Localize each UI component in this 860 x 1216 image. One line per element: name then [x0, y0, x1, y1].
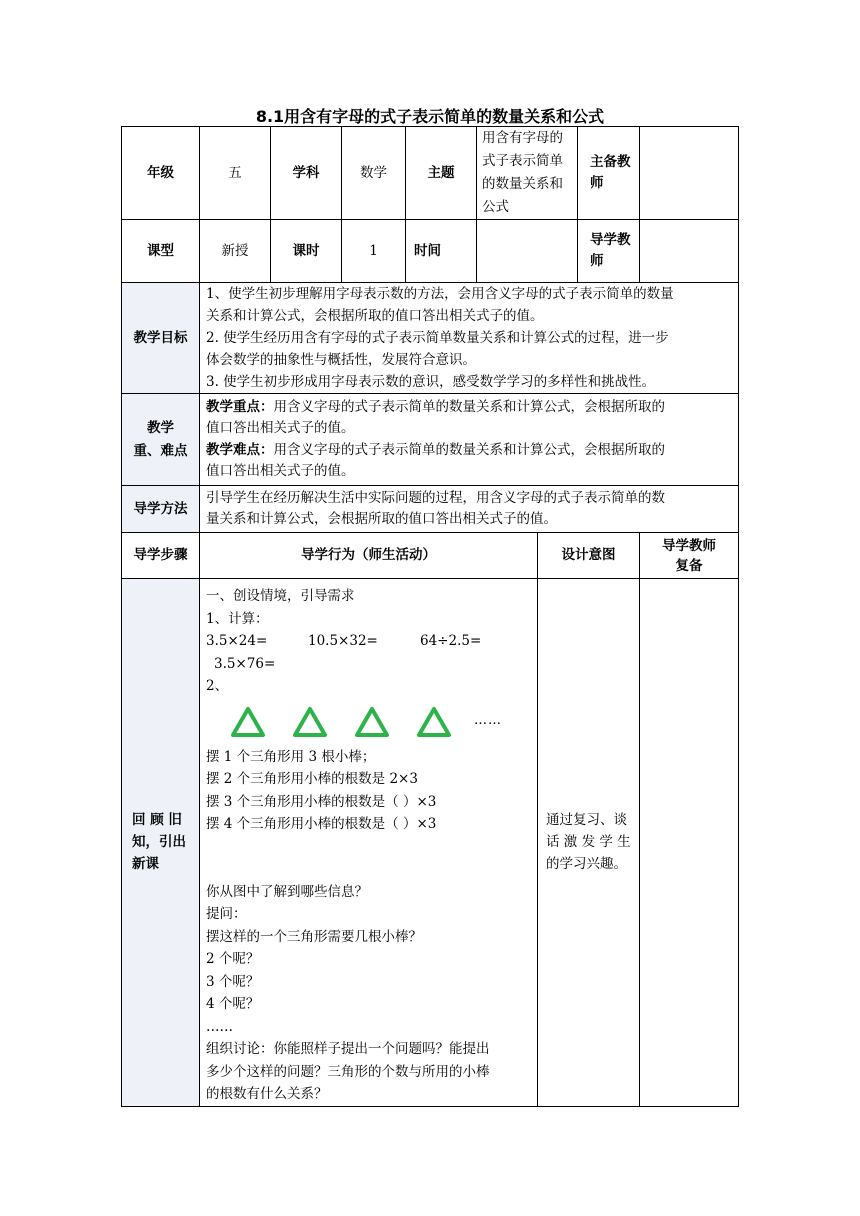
behavior-header: 导学行为（师生活动）	[200, 533, 538, 579]
topic-value: 用含有字母的式子表示简单的数量关系和公式	[477, 127, 578, 220]
keypoints-label-line: 重、难点	[133, 442, 188, 459]
goals-label: 教学目标	[122, 283, 200, 394]
goal-line: 体会数学的抽象性与概括性，发展符合意识。	[206, 352, 476, 368]
triangle-icon	[354, 706, 390, 738]
review-header-line: 导学教师	[662, 537, 716, 554]
period-label: 课时	[271, 220, 342, 283]
rule-line: 摆 2 个三角形用小棒的根数是 2×3	[206, 771, 418, 787]
calc-row	[206, 630, 531, 653]
step1-heading: 一、创设情境，引导需求	[206, 588, 355, 604]
calc-item: 3.5×24=	[206, 633, 268, 649]
intent-header: 设计意图	[538, 533, 640, 579]
step1-name-line: 知，引出	[132, 834, 186, 851]
intent-line: 通过复习、谈	[546, 812, 627, 829]
keypoints-content	[200, 394, 739, 486]
goal-line: 3. 使学生初步形成用字母表示数的意识，感受数学学习的多样性和挑战性。	[206, 374, 656, 390]
guide-teacher-label: 导学教师	[578, 220, 640, 283]
review-header-line: 复备	[675, 557, 703, 574]
question-line: ……	[206, 1018, 233, 1035]
discussion-line: 组织讨论：你能照样子提出一个问题吗？能提出	[206, 1041, 490, 1057]
time-value	[477, 220, 578, 283]
key-point-text: 值口答出相关式子的值。	[206, 420, 355, 436]
goal-line: 2. 使学生经历用含有字母的式子表示简单数量关系和计算公式的过程，进一步	[206, 330, 669, 346]
question-line: 3 个呢？	[206, 973, 260, 990]
key-point-label: 教学重点：	[206, 398, 274, 415]
step1-name-line: 新课	[132, 856, 159, 873]
calc-item: 3.5×76=	[214, 655, 276, 672]
goal-line: 1、使学生初步理解用字母表示数的方法，会用含义字母的式子表示简单的数量	[206, 286, 674, 302]
lesson-plan-table	[121, 126, 739, 1107]
calc-item: 10.5×32=	[308, 633, 378, 649]
keypoints-label	[122, 394, 200, 486]
step1-name-line: 回 顾 旧	[132, 812, 182, 829]
triangle-icon	[292, 706, 328, 738]
goal-line: 关系和计算公式，会根据所取的值口答出相关式子的值。	[206, 308, 544, 324]
type-value: 新授	[200, 220, 271, 283]
grade-label: 年级	[122, 127, 200, 220]
period-value: 1	[342, 220, 406, 283]
calc-label: 1、计算：	[206, 610, 269, 627]
topic-label: 主题	[406, 127, 477, 220]
subject-value: 数学	[342, 127, 406, 220]
method-label: 导学方法	[122, 486, 200, 533]
step1-review	[640, 579, 739, 1107]
intent-line: 的学习兴趣。	[546, 856, 627, 873]
subject-label: 学科	[271, 127, 342, 220]
difficult-point-text: 用含义字母的式子表示简单的数量关系和计算公式，会根据所取的	[273, 441, 665, 458]
review-header	[640, 533, 739, 579]
triangle-icon	[416, 706, 452, 738]
goals-content	[200, 283, 739, 394]
question-line: 摆这样的一个三角形需要几根小棒？	[206, 928, 422, 945]
step-header: 导学步骤	[122, 533, 200, 579]
calc-item: 64÷2.5=	[420, 633, 482, 649]
lead-teacher-label: 主备教师	[578, 127, 640, 220]
sub-question-label: 2、	[206, 678, 229, 694]
step1-activities	[200, 579, 538, 1107]
triangles-row	[206, 698, 531, 746]
question-line: 4 个呢？	[206, 996, 260, 1012]
question-line: 2 个呢？	[206, 951, 260, 967]
method-text: 引导学生在经历解决生活中实际问题的过程，用含义字母的式子表示简单的数	[206, 489, 665, 506]
keypoints-label-line: 教学	[147, 419, 174, 436]
lead-teacher-value	[640, 127, 739, 220]
guide-teacher-value	[640, 220, 739, 283]
rule-line: 摆 3 个三角形用小棒的根数是（ ）×3	[206, 793, 437, 810]
step1-name	[122, 579, 200, 1107]
difficult-point-label: 教学难点：	[206, 441, 274, 458]
rule-line: 摆 4 个三角形用小棒的根数是（ ）×3	[206, 816, 437, 832]
discussion-line: 的根数有什么关系？	[206, 1086, 328, 1102]
difficult-point-text: 值口答出相关式子的值。	[206, 463, 355, 479]
grade-value: 五	[200, 127, 271, 220]
type-label: 课型	[122, 220, 200, 283]
time-label: 时间	[406, 220, 477, 283]
key-point-text: 用含义字母的式子表示简单的数量关系和计算公式，会根据所取的	[273, 398, 665, 415]
method-text: 量关系和计算公式，会根据所取的值口答出相关式子的值。	[206, 511, 557, 527]
document-title: 8.1用含有字母的式子表示简单的数量关系和公式	[255, 107, 605, 126]
ellipsis: ……	[474, 713, 502, 729]
triangle-icon	[230, 706, 266, 738]
question-line: 提问：	[206, 906, 247, 922]
intent-line: 话 激 发 学 生	[546, 834, 631, 851]
step1-intent	[538, 579, 640, 1107]
rule-line: 摆 1 个三角形用 3 根小棒；	[206, 748, 376, 765]
method-content	[200, 486, 739, 533]
discussion-line: 多少个这样的问题？三角形的个数与所用的小棒	[206, 1063, 490, 1080]
question-line: 你从图中了解到哪些信息？	[206, 883, 368, 900]
